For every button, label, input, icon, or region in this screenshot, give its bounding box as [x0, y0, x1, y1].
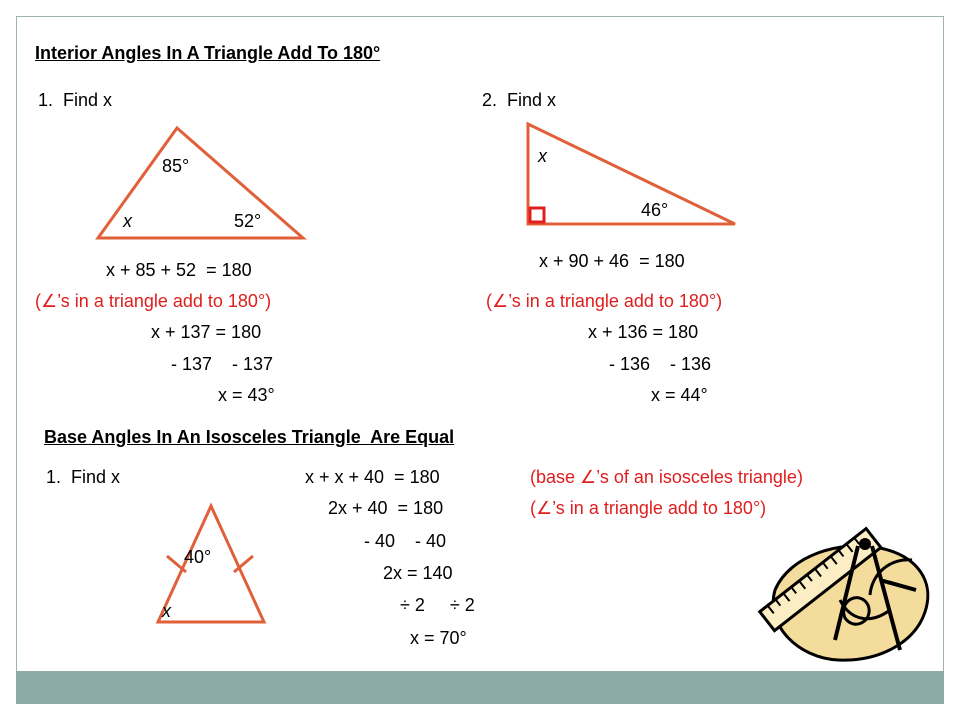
p1-eq1: x + 85 + 52 = 180 [106, 260, 252, 280]
s2-eq1: x + x + 40 = 180 [305, 467, 440, 487]
s2-eq5: ÷ 2 ÷ 2 [400, 595, 475, 615]
t1-angle-left: x [123, 211, 132, 231]
p2-label: 2. Find x [482, 90, 557, 110]
p2-eq2: x + 136 = 180 [588, 322, 699, 342]
s2-eq2: 2x + 40 = 180 [328, 498, 444, 518]
s2-reason2: (∠’s in a triangle add to 180°) [530, 498, 767, 518]
triangle-2 [528, 124, 735, 224]
p2-eq4: x = 44° [651, 385, 708, 405]
s2-eq6: x = 70° [410, 628, 467, 648]
section2-heading: Base Angles In An Isosceles Triangle Are Equal [44, 427, 455, 447]
t2-angle-right: 46° [641, 200, 669, 220]
p2-reason: (∠’s in a triangle add to 180°) [486, 291, 723, 311]
p2-eq3: - 136 - 136 [609, 354, 712, 374]
t3-angle-top: 40° [184, 547, 212, 567]
right-angle-marker [530, 208, 544, 222]
t1-angle-right: 52° [234, 211, 262, 231]
p1-eq4: x = 43° [218, 385, 275, 405]
t3-angle-base: x [162, 601, 171, 621]
t1-angle-top: 85° [162, 156, 190, 176]
geometry-tools-icon [760, 529, 928, 661]
s2-reason1: (base ∠’s of an isosceles triangle) [530, 467, 803, 487]
p2-eq1: x + 90 + 46 = 180 [539, 251, 685, 271]
s2-eq3: - 40 - 40 [364, 531, 447, 551]
s2-p1-label: 1. Find x [46, 467, 121, 487]
p1-label-text: 1. Find x [38, 90, 113, 110]
t2-angle-top: x [538, 146, 547, 166]
s2-eq4: 2x = 140 [383, 563, 453, 583]
p1-eq2: x + 137 = 180 [151, 322, 262, 342]
section1-heading: Interior Angles In A Triangle Add To 180° [35, 43, 381, 63]
p1-eq3: - 137 - 137 [171, 354, 274, 374]
p1-reason: (∠’s in a triangle add to 180°) [35, 291, 272, 311]
